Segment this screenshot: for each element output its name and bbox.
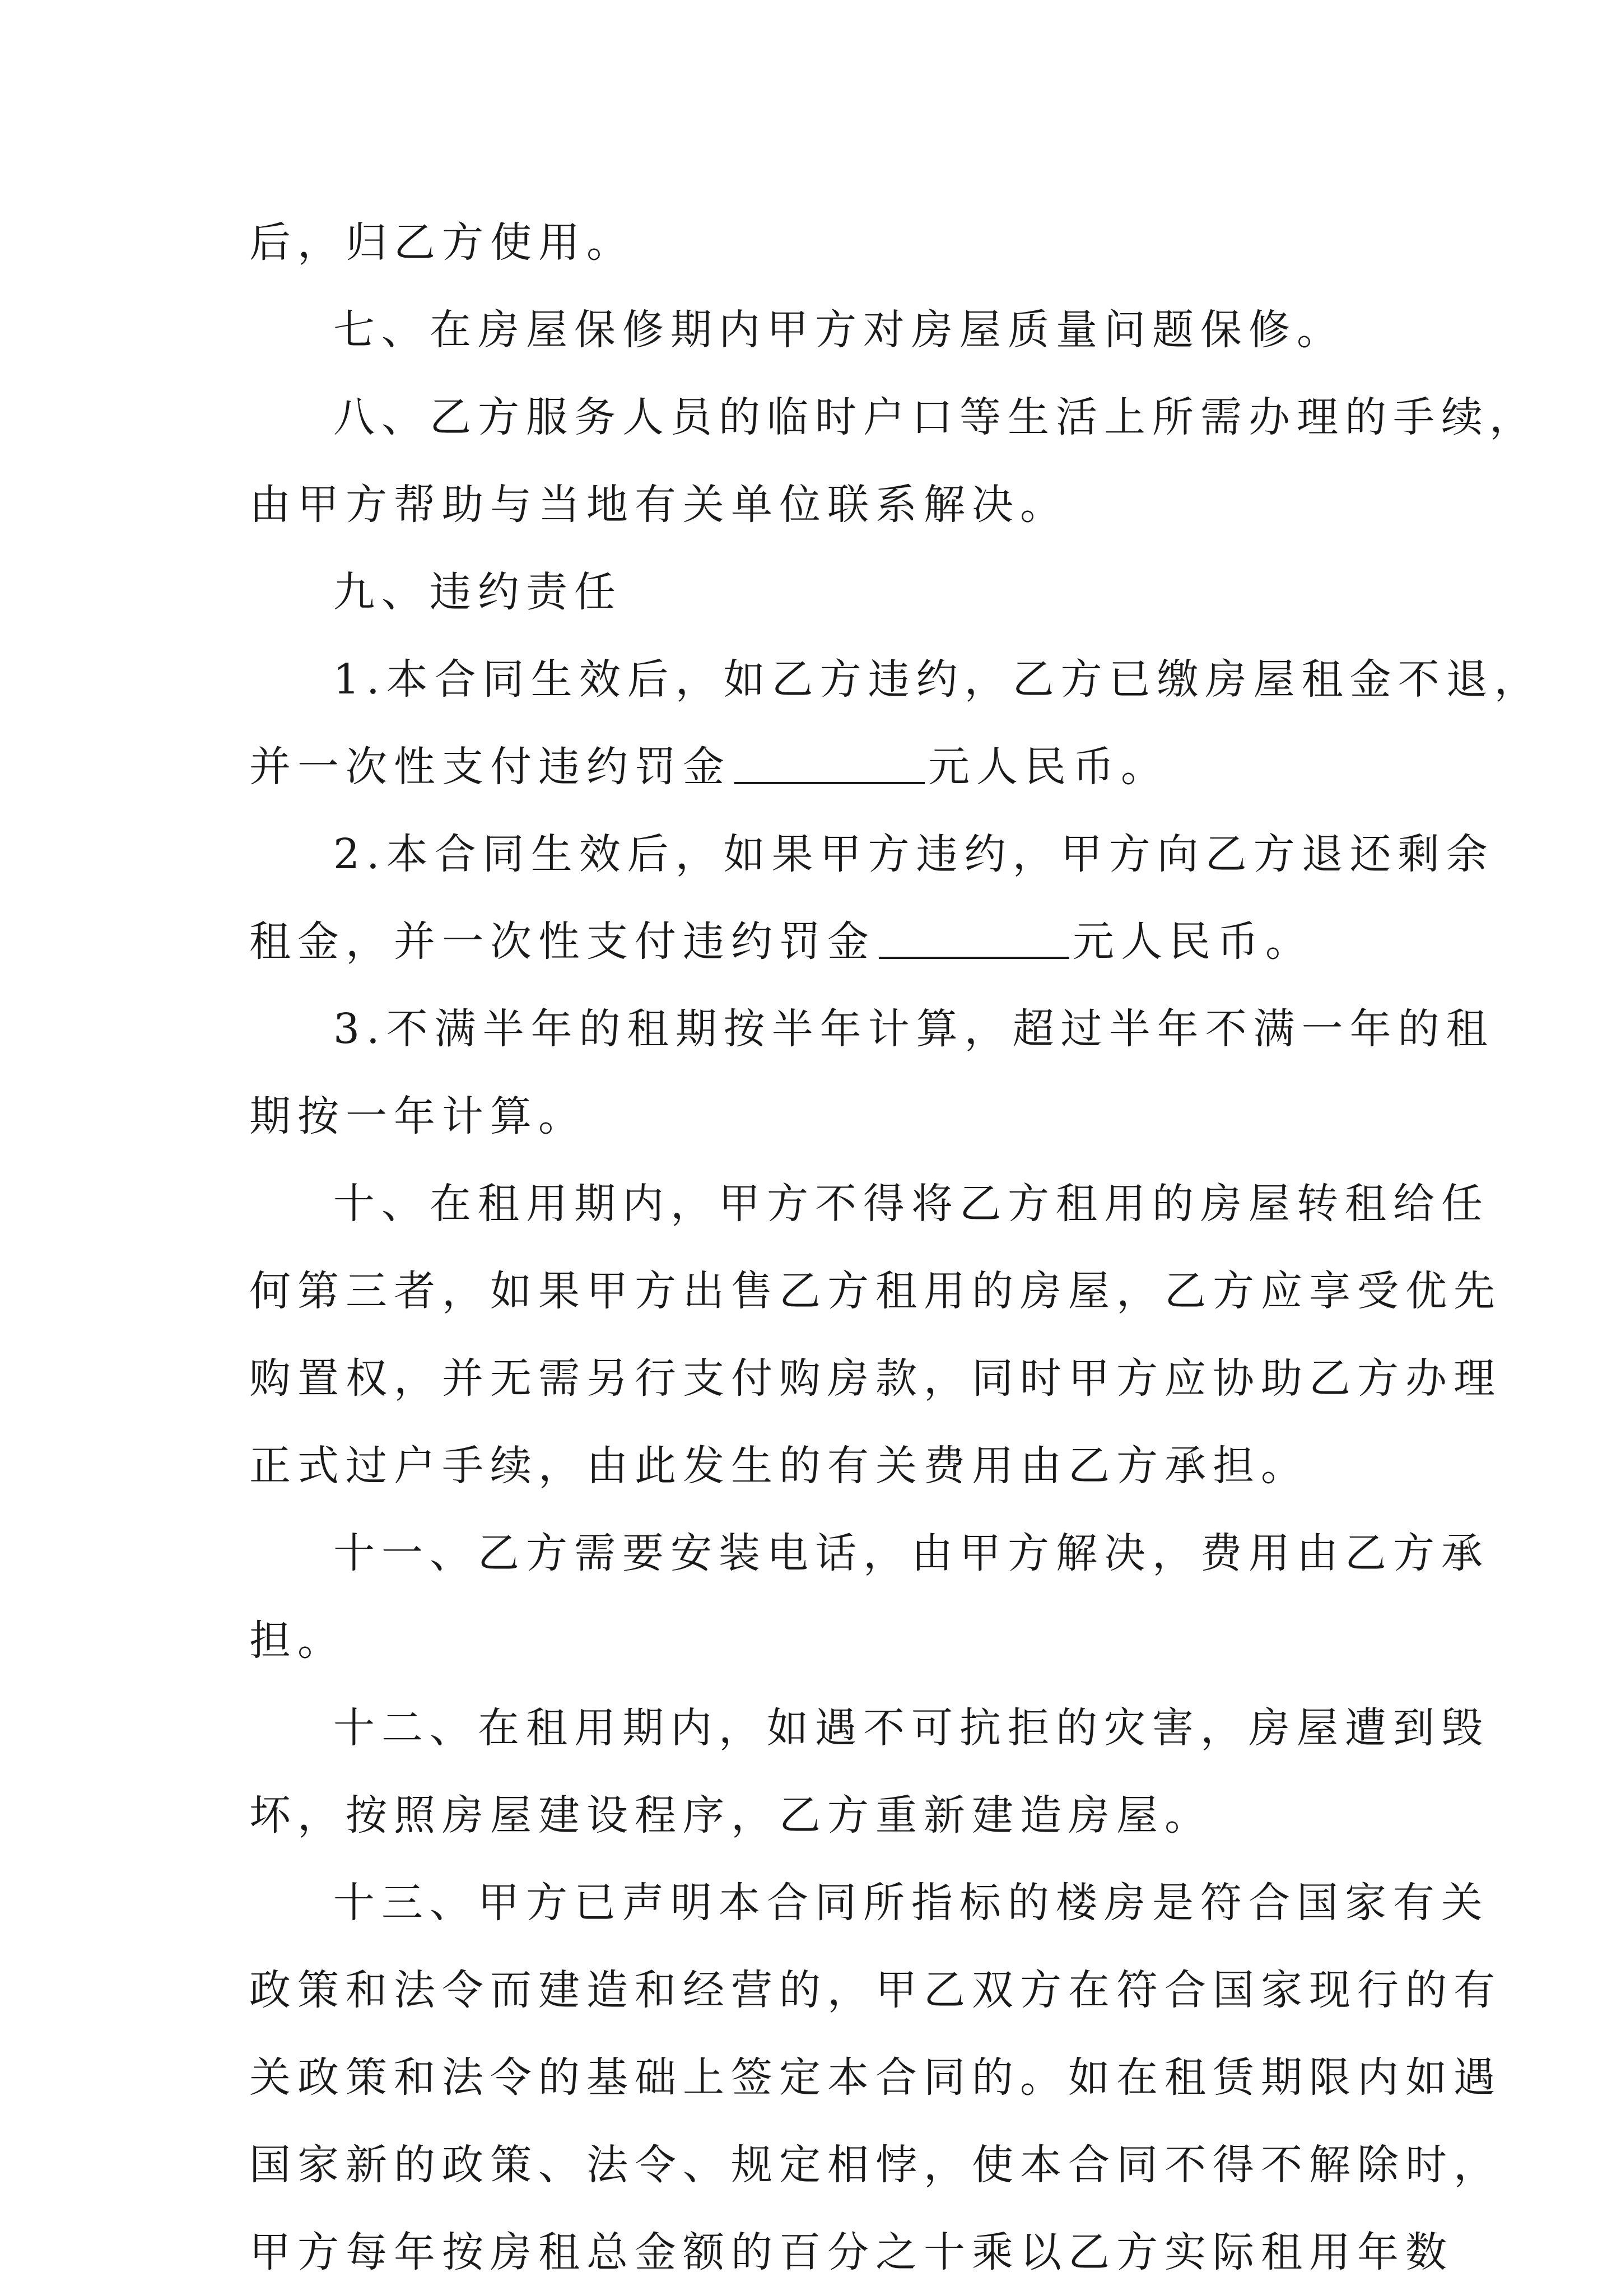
- text-line: 何第三者，如果甲方出售乙方租用的房屋，乙方应享受优先: [249, 1267, 1502, 1315]
- text-line: 正式过户手续，由此发生的有关费用由乙方承担。: [249, 1442, 1309, 1490]
- text-line: 由甲方帮助与当地有关单位联系解决。: [249, 481, 1068, 529]
- text-line: 1.本合同生效后，如乙方违约，乙方已缴房屋租金不退，: [333, 655, 1543, 704]
- text-line: 十一、乙方需要安装电话，由甲方解决，费用由乙方承: [333, 1529, 1489, 1577]
- text-line: 十二、在租用期内，如遇不可抗拒的灾害，房屋遭到毁: [333, 1704, 1489, 1752]
- text-line: 期按一年计算。: [249, 1092, 586, 1140]
- text-line: 国家新的政策、法令、规定相悖，使本合同不得不解除时，: [249, 2141, 1502, 2189]
- text-line: 甲方每年按房租总金额的百分之十乘以乙方实际租用年数: [249, 2228, 1454, 2276]
- contract-body: [249, 199, 1543, 2296]
- text-segment: 元人民币。: [928, 743, 1169, 791]
- text-segment: 元人民币。: [1073, 918, 1313, 966]
- section-heading: 九、违约责任: [333, 568, 622, 616]
- text-line: 坏，按照房屋建设程序，乙方重新建造房屋。: [249, 1791, 1213, 1839]
- text-segment: 并一次性支付违约罚金: [249, 743, 731, 791]
- fill-in-blank: [734, 737, 925, 784]
- text-line: 七、在房屋保修期内甲方对房屋质量问题保修。: [333, 306, 1345, 354]
- text-line: 关政策和法令的基础上签定本合同的。如在租赁期限内如遇: [249, 2053, 1502, 2102]
- text-line: 十、在租用期内，甲方不得将乙方租用的房屋转租给任: [333, 1180, 1489, 1228]
- text-line: 八、乙方服务人员的临时户口等生活上所需办理的手续，: [333, 393, 1538, 441]
- text-line: 2.本合同生效后，如果甲方违约，甲方向乙方退还剩余: [333, 830, 1494, 878]
- text-line: 购置权，并无需另行支付购房款，同时甲方应协助乙方办理: [249, 1354, 1502, 1403]
- text-line: 担。: [249, 1617, 346, 1665]
- text-line: 3.不满半年的租期按半年计算，超过半年不满一年的租: [333, 1005, 1494, 1053]
- fill-in-blank: [879, 912, 1069, 959]
- text-line-with-blank: [249, 723, 1386, 811]
- text-segment: 租金，并一次性支付违约罚金: [249, 918, 875, 966]
- text-line-with-blank: [249, 898, 1386, 985]
- text-line: 十三、甲方已声明本合同所指标的楼房是符合国家有关: [333, 1879, 1489, 1927]
- text-line: 政策和法令而建造和经营的，甲乙双方在符合国家现行的有: [249, 1966, 1502, 2014]
- text-line: 后，归乙方使用。: [249, 218, 635, 267]
